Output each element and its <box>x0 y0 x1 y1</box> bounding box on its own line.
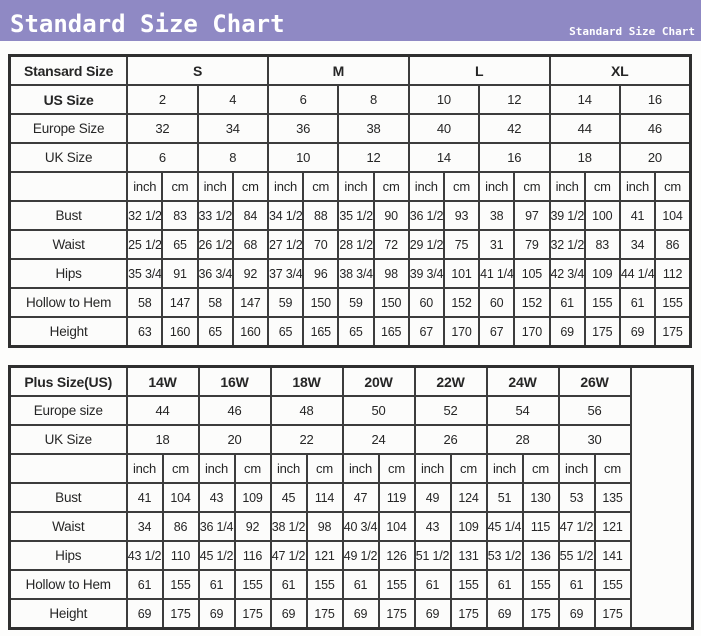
unit-cell: inch <box>559 454 595 483</box>
measure-cell: 32 1/2 <box>550 230 585 259</box>
row-label: Hollow to Hem <box>10 570 127 599</box>
size-cell: 46 <box>620 114 691 143</box>
measure-cell: 61 <box>343 570 379 599</box>
measure-cell: 61 <box>415 570 451 599</box>
size-cell: 12 <box>479 85 549 114</box>
unit-cell: inch <box>479 172 514 201</box>
measure-cell: 121 <box>307 541 343 570</box>
plus-size-table-body <box>10 367 693 629</box>
measure-cell: 63 <box>127 317 162 347</box>
measure-cell: 115 <box>523 512 559 541</box>
measure-cell: 51 1/2 <box>415 541 451 570</box>
measure-cell: 61 <box>199 570 235 599</box>
size-cell: 52 <box>415 396 487 425</box>
measure-cell: 175 <box>655 317 690 347</box>
size-cell: 34 <box>198 114 268 143</box>
size-cell: 42 <box>479 114 549 143</box>
size-cell: 28 <box>487 425 559 454</box>
measure-cell: 34 <box>620 230 655 259</box>
measure-cell: 43 <box>415 512 451 541</box>
measure-cell: 59 <box>268 288 303 317</box>
measure-cell: 69 <box>199 599 235 629</box>
size-cell: 6 <box>127 143 197 172</box>
measure-cell: 92 <box>235 512 271 541</box>
measurement-row <box>10 230 691 259</box>
measure-cell: 114 <box>307 483 343 512</box>
size-cell: 20 <box>199 425 271 454</box>
measure-cell: 51 <box>487 483 523 512</box>
size-group-row <box>10 367 693 397</box>
size-cell: 46 <box>199 396 271 425</box>
measure-cell: 65 <box>162 230 197 259</box>
measure-cell: 65 <box>268 317 303 347</box>
unit-cell: inch <box>487 454 523 483</box>
measure-cell: 86 <box>655 230 690 259</box>
measure-cell: 124 <box>451 483 487 512</box>
measure-cell: 41 <box>620 201 655 230</box>
unit-header-row <box>10 172 691 201</box>
measure-cell: 104 <box>655 201 690 230</box>
size-group-cell: M <box>268 56 409 86</box>
row-label: UK Size <box>10 425 127 454</box>
header-banner <box>0 0 701 41</box>
measure-cell: 69 <box>550 317 585 347</box>
measure-cell: 175 <box>379 599 415 629</box>
measurement-row <box>10 599 693 629</box>
row-label: Europe Size <box>10 114 128 143</box>
measure-cell: 58 <box>198 288 233 317</box>
measure-cell: 135 <box>595 483 631 512</box>
measure-cell: 155 <box>585 288 620 317</box>
size-cell: 10 <box>268 143 338 172</box>
measure-cell: 155 <box>595 570 631 599</box>
size-group-cell: 24W <box>487 367 559 397</box>
measure-cell: 175 <box>595 599 631 629</box>
size-cell: 44 <box>127 396 199 425</box>
measure-cell: 31 <box>479 230 514 259</box>
size-cell: 54 <box>487 396 559 425</box>
measure-cell: 105 <box>514 259 549 288</box>
measure-cell: 65 <box>338 317 373 347</box>
measure-cell: 160 <box>233 317 268 347</box>
conversion-row <box>10 143 691 172</box>
measure-cell: 58 <box>127 288 162 317</box>
measure-cell: 175 <box>163 599 199 629</box>
measure-cell: 72 <box>374 230 409 259</box>
measure-cell: 150 <box>374 288 409 317</box>
size-cell: 10 <box>409 85 479 114</box>
size-cell: 14 <box>550 85 620 114</box>
measure-cell: 47 1/2 <box>271 541 307 570</box>
measure-cell: 91 <box>162 259 197 288</box>
size-cell: 16 <box>479 143 549 172</box>
unit-cell: cm <box>303 172 338 201</box>
size-group-cell: XL <box>550 56 691 86</box>
measure-cell: 121 <box>595 512 631 541</box>
unit-cell: inch <box>199 454 235 483</box>
measurement-row <box>10 512 693 541</box>
size-cell: 16 <box>620 85 691 114</box>
measure-cell: 55 1/2 <box>559 541 595 570</box>
measure-cell: 136 <box>523 541 559 570</box>
measure-cell: 49 1/2 <box>343 541 379 570</box>
unit-cell: cm <box>379 454 415 483</box>
measure-cell: 109 <box>451 512 487 541</box>
unit-cell: cm <box>444 172 479 201</box>
measure-cell: 37 3/4 <box>268 259 303 288</box>
unit-cell: inch <box>343 454 379 483</box>
size-cell: 26 <box>415 425 487 454</box>
measure-cell: 28 1/2 <box>338 230 373 259</box>
measurement-row <box>10 570 693 599</box>
measure-cell: 39 3/4 <box>409 259 444 288</box>
measure-cell: 110 <box>163 541 199 570</box>
measurement-row <box>10 288 691 317</box>
conversion-row <box>10 85 691 114</box>
page-subtitle: Standard Size Chart <box>569 25 695 38</box>
measure-cell: 43 <box>199 483 235 512</box>
size-cell: 2 <box>127 85 197 114</box>
size-cell: 20 <box>620 143 691 172</box>
measure-cell: 101 <box>444 259 479 288</box>
measure-cell: 130 <box>523 483 559 512</box>
size-cell: 38 <box>338 114 408 143</box>
measure-cell: 175 <box>235 599 271 629</box>
measure-cell: 34 <box>127 512 163 541</box>
unit-cell: cm <box>595 454 631 483</box>
measure-cell: 61 <box>127 570 163 599</box>
row-label: Hips <box>10 541 127 570</box>
unit-cell: inch <box>550 172 585 201</box>
measure-cell: 155 <box>163 570 199 599</box>
measure-cell: 92 <box>233 259 268 288</box>
size-cell: 50 <box>343 396 415 425</box>
measure-cell: 155 <box>655 288 690 317</box>
unit-cell: inch <box>620 172 655 201</box>
measure-cell: 175 <box>307 599 343 629</box>
row-label: Hollow to Hem <box>10 288 128 317</box>
size-cell: 12 <box>338 143 408 172</box>
measure-cell: 147 <box>162 288 197 317</box>
size-label: Plus Size(US) <box>10 367 127 397</box>
measure-cell: 96 <box>303 259 338 288</box>
measure-cell: 32 1/2 <box>127 201 162 230</box>
size-cell: 48 <box>271 396 343 425</box>
measure-cell: 34 1/2 <box>268 201 303 230</box>
measurement-row <box>10 317 691 347</box>
unit-cell: inch <box>271 454 307 483</box>
measure-cell: 65 <box>198 317 233 347</box>
unit-cell: cm <box>523 454 559 483</box>
measure-cell: 104 <box>379 512 415 541</box>
size-group-cell: 26W <box>559 367 631 397</box>
unit-cell: inch <box>127 172 162 201</box>
measure-cell: 175 <box>523 599 559 629</box>
unit-cell: cm <box>307 454 343 483</box>
measure-cell: 59 <box>338 288 373 317</box>
size-cell: 32 <box>127 114 197 143</box>
size-cell: 8 <box>338 85 408 114</box>
measure-cell: 41 <box>127 483 163 512</box>
measure-cell: 83 <box>585 230 620 259</box>
measure-cell: 155 <box>451 570 487 599</box>
measure-cell: 152 <box>514 288 549 317</box>
measure-cell: 38 <box>479 201 514 230</box>
measure-cell: 152 <box>444 288 479 317</box>
measure-cell: 39 1/2 <box>550 201 585 230</box>
measure-cell: 170 <box>444 317 479 347</box>
unit-cell: cm <box>451 454 487 483</box>
unit-cell: cm <box>233 172 268 201</box>
measure-cell: 160 <box>162 317 197 347</box>
size-label: Stansard Size <box>10 56 128 86</box>
measure-cell: 61 <box>559 570 595 599</box>
standard-size-table <box>8 54 692 348</box>
unit-cell: inch <box>268 172 303 201</box>
size-cell: 40 <box>409 114 479 143</box>
row-label: US Size <box>10 85 128 114</box>
measure-cell: 27 1/2 <box>268 230 303 259</box>
unit-cell: cm <box>235 454 271 483</box>
measure-cell: 45 <box>271 483 307 512</box>
size-group-cell: 20W <box>343 367 415 397</box>
measure-cell: 44 1/4 <box>620 259 655 288</box>
measure-cell: 67 <box>479 317 514 347</box>
measure-cell: 131 <box>451 541 487 570</box>
measure-cell: 45 1/4 <box>487 512 523 541</box>
measure-cell: 45 1/2 <box>199 541 235 570</box>
measure-cell: 97 <box>514 201 549 230</box>
measure-cell: 47 1/2 <box>559 512 595 541</box>
row-label: Height <box>10 317 128 347</box>
measure-cell: 36 1/2 <box>409 201 444 230</box>
size-group-cell: 16W <box>199 367 271 397</box>
measure-cell: 90 <box>374 201 409 230</box>
size-cell: 30 <box>559 425 631 454</box>
row-label: Bust <box>10 483 127 512</box>
measure-cell: 69 <box>127 599 163 629</box>
measure-cell: 109 <box>585 259 620 288</box>
measure-cell: 109 <box>235 483 271 512</box>
row-label: Bust <box>10 201 128 230</box>
measure-cell: 155 <box>379 570 415 599</box>
size-cell: 18 <box>550 143 620 172</box>
measure-cell: 141 <box>595 541 631 570</box>
row-label: Waist <box>10 512 127 541</box>
measure-cell: 116 <box>235 541 271 570</box>
size-cell: 8 <box>198 143 268 172</box>
measure-cell: 53 <box>559 483 595 512</box>
plus-size-table <box>8 365 694 630</box>
measure-cell: 126 <box>379 541 415 570</box>
measure-cell: 42 3/4 <box>550 259 585 288</box>
measure-cell: 155 <box>523 570 559 599</box>
unit-header-row <box>10 454 693 483</box>
measure-cell: 69 <box>415 599 451 629</box>
measure-cell: 170 <box>514 317 549 347</box>
measure-cell: 155 <box>235 570 271 599</box>
measure-cell: 33 1/2 <box>198 201 233 230</box>
measure-cell: 60 <box>479 288 514 317</box>
measure-cell: 75 <box>444 230 479 259</box>
unit-cell: cm <box>585 172 620 201</box>
measurement-row <box>10 201 691 230</box>
standard-size-table-body <box>10 56 691 347</box>
size-cell: 14 <box>409 143 479 172</box>
unit-cell: cm <box>162 172 197 201</box>
measurement-row <box>10 541 693 570</box>
row-label: UK Size <box>10 143 128 172</box>
unit-cell: cm <box>514 172 549 201</box>
measure-cell: 119 <box>379 483 415 512</box>
measure-cell: 104 <box>163 483 199 512</box>
conversion-row <box>10 425 693 454</box>
measure-cell: 69 <box>271 599 307 629</box>
unit-cell: cm <box>374 172 409 201</box>
unit-cell: cm <box>163 454 199 483</box>
size-cell: 24 <box>343 425 415 454</box>
size-cell: 4 <box>198 85 268 114</box>
measure-cell: 84 <box>233 201 268 230</box>
empty-label-cell <box>10 172 128 201</box>
size-cell: 36 <box>268 114 338 143</box>
measurement-row <box>10 259 691 288</box>
unit-cell: inch <box>198 172 233 201</box>
measure-cell: 69 <box>620 317 655 347</box>
size-group-cell: 18W <box>271 367 343 397</box>
measure-cell: 175 <box>585 317 620 347</box>
empty-trailing-cell <box>631 367 693 629</box>
measure-cell: 43 1/2 <box>127 541 163 570</box>
measure-cell: 147 <box>233 288 268 317</box>
page-title: Standard Size Chart <box>10 10 285 38</box>
measure-cell: 79 <box>514 230 549 259</box>
row-label: Waist <box>10 230 128 259</box>
measure-cell: 98 <box>374 259 409 288</box>
empty-label-cell <box>10 454 127 483</box>
measure-cell: 26 1/2 <box>198 230 233 259</box>
unit-cell: inch <box>415 454 451 483</box>
measure-cell: 67 <box>409 317 444 347</box>
measure-cell: 155 <box>307 570 343 599</box>
size-cell: 44 <box>550 114 620 143</box>
unit-cell: inch <box>338 172 373 201</box>
measure-cell: 70 <box>303 230 338 259</box>
measure-cell: 69 <box>343 599 379 629</box>
size-cell: 56 <box>559 396 631 425</box>
measure-cell: 61 <box>620 288 655 317</box>
measure-cell: 100 <box>585 201 620 230</box>
measure-cell: 60 <box>409 288 444 317</box>
conversion-row <box>10 396 693 425</box>
measure-cell: 36 1/4 <box>199 512 235 541</box>
measure-cell: 49 <box>415 483 451 512</box>
measure-cell: 25 1/2 <box>127 230 162 259</box>
measure-cell: 175 <box>451 599 487 629</box>
measure-cell: 47 <box>343 483 379 512</box>
measure-cell: 93 <box>444 201 479 230</box>
measure-cell: 38 1/2 <box>271 512 307 541</box>
conversion-row <box>10 114 691 143</box>
size-cell: 6 <box>268 85 338 114</box>
measure-cell: 68 <box>233 230 268 259</box>
row-label: Europe size <box>10 396 127 425</box>
measure-cell: 150 <box>303 288 338 317</box>
measure-cell: 61 <box>550 288 585 317</box>
size-cell: 18 <box>127 425 199 454</box>
measure-cell: 35 1/2 <box>338 201 373 230</box>
size-cell: 22 <box>271 425 343 454</box>
size-group-cell: 14W <box>127 367 199 397</box>
measure-cell: 53 1/2 <box>487 541 523 570</box>
measure-cell: 41 1/4 <box>479 259 514 288</box>
size-group-cell: S <box>127 56 268 86</box>
size-group-cell: L <box>409 56 550 86</box>
measure-cell: 36 3/4 <box>198 259 233 288</box>
measure-cell: 165 <box>374 317 409 347</box>
size-group-row <box>10 56 691 86</box>
measure-cell: 40 3/4 <box>343 512 379 541</box>
measure-cell: 69 <box>559 599 595 629</box>
measure-cell: 61 <box>271 570 307 599</box>
measure-cell: 98 <box>307 512 343 541</box>
unit-cell: cm <box>655 172 690 201</box>
measure-cell: 38 3/4 <box>338 259 373 288</box>
measure-cell: 35 3/4 <box>127 259 162 288</box>
measure-cell: 165 <box>303 317 338 347</box>
size-group-cell: 22W <box>415 367 487 397</box>
measure-cell: 112 <box>655 259 690 288</box>
unit-cell: inch <box>409 172 444 201</box>
measure-cell: 88 <box>303 201 338 230</box>
unit-cell: inch <box>127 454 163 483</box>
row-label: Hips <box>10 259 128 288</box>
measure-cell: 86 <box>163 512 199 541</box>
measurement-row <box>10 483 693 512</box>
measure-cell: 83 <box>162 201 197 230</box>
measure-cell: 61 <box>487 570 523 599</box>
measure-cell: 29 1/2 <box>409 230 444 259</box>
row-label: Height <box>10 599 127 629</box>
measure-cell: 69 <box>487 599 523 629</box>
